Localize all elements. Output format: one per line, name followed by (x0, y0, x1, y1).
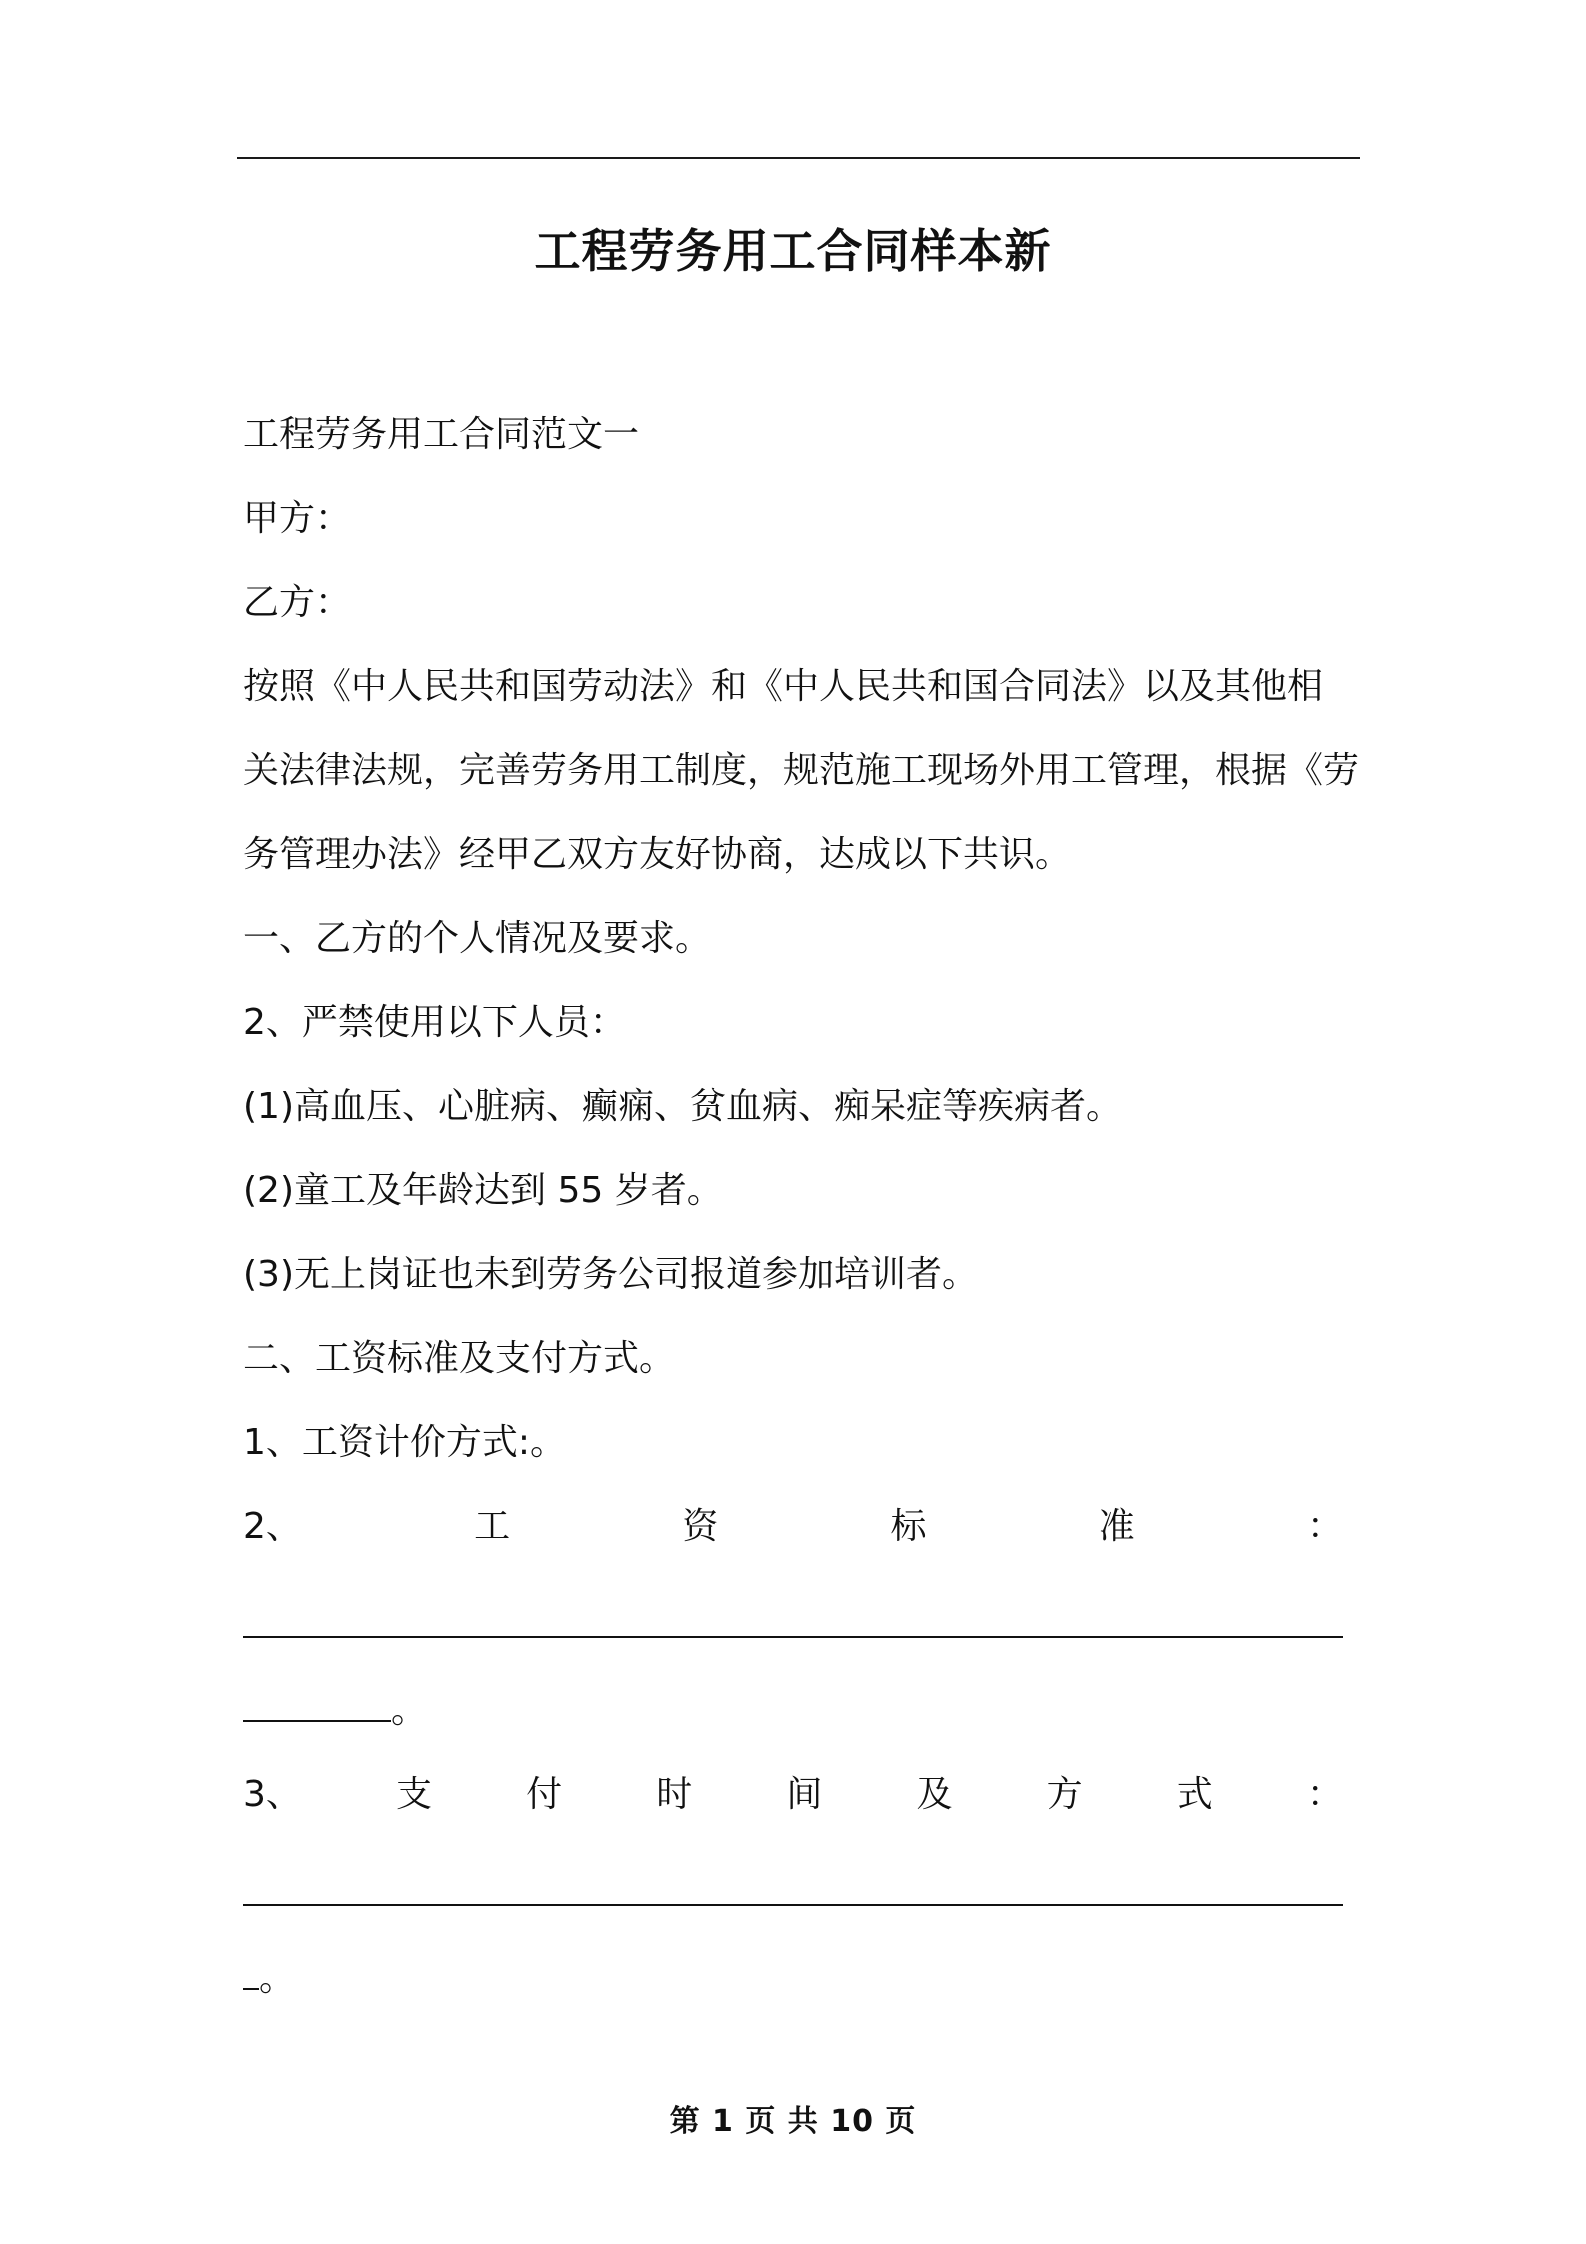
payment-blank-row (243, 1865, 1357, 1949)
party-a-label: 甲方： (243, 498, 352, 539)
payment-char: 间 (786, 1774, 823, 1815)
payment-char: 3、 (243, 1774, 302, 1815)
wage-standard-blank-row (243, 1597, 1357, 1681)
wage-standard-char: 准 (1098, 1506, 1135, 1547)
payment-char: ： (1306, 1774, 1343, 1815)
fill-in-blank (243, 1952, 259, 1990)
payment-char: 方 (1046, 1774, 1083, 1815)
section-heading: 工程劳务用工合同范文一 (243, 414, 640, 455)
wage-standard-char: ： (1306, 1506, 1343, 1547)
clause-1-2: 2、严禁使用以下人员： (243, 1002, 626, 1043)
fill-in-blank (243, 1684, 391, 1722)
wage-standard-blank-end (243, 1681, 1357, 1765)
payment-blank-end (243, 1949, 1357, 2033)
document-body (243, 405, 1360, 2033)
payment-char: 时 (656, 1774, 693, 1815)
header-rule (237, 157, 1360, 159)
clause-heading-2: 二、工资标准及支付方式。 (243, 1338, 676, 1379)
fill-in-blank (243, 1600, 1343, 1638)
payment-char: 付 (526, 1774, 563, 1815)
payment-char: 式 (1176, 1774, 1213, 1815)
fill-in-blank (243, 1868, 1343, 1906)
party-b-label: 乙方： (243, 582, 352, 623)
clause-2-1: 1、工资计价方式:。 (243, 1422, 567, 1463)
preamble-line-3: 务管理办法》经甲乙双方友好协商，达成以下共识。 (243, 834, 1072, 875)
clause-item-1: (1)高血压、心脏病、癫痫、贫血病、痴呆症等疾病者。 (243, 1086, 1122, 1127)
period-mark: 。 (391, 1690, 428, 1731)
document-title: 工程劳务用工合同样本新 (534, 224, 1052, 278)
wage-standard-char: 2、 (243, 1506, 302, 1547)
wage-standard-char: 资 (682, 1506, 719, 1547)
clause-item-2: (2)童工及年龄达到 55 岁者。 (243, 1170, 723, 1211)
payment-char: 及 (916, 1774, 953, 1815)
wage-standard-char: 标 (890, 1506, 927, 1547)
page-number: 第 1 页 共 10 页 (669, 2104, 917, 2139)
payment-char: 支 (396, 1774, 433, 1815)
preamble-line-1: 按照《中人民共和国劳动法》和《中人民共和国合同法》以及其他相 (243, 666, 1324, 707)
clause-heading-1: 一、乙方的个人情况及要求。 (243, 918, 712, 959)
wage-standard-char: 工 (474, 1506, 511, 1547)
clause-item-3: (3)无上岗证也未到劳务公司报道参加培训者。 (243, 1254, 978, 1295)
preamble-line-2: 关法律法规，完善劳务用工制度，规范施工现场外用工管理，根据《劳 (243, 750, 1360, 791)
wage-standard-label (243, 1497, 1343, 1597)
payment-label (243, 1765, 1343, 1865)
period-mark: 。 (259, 1958, 296, 1999)
